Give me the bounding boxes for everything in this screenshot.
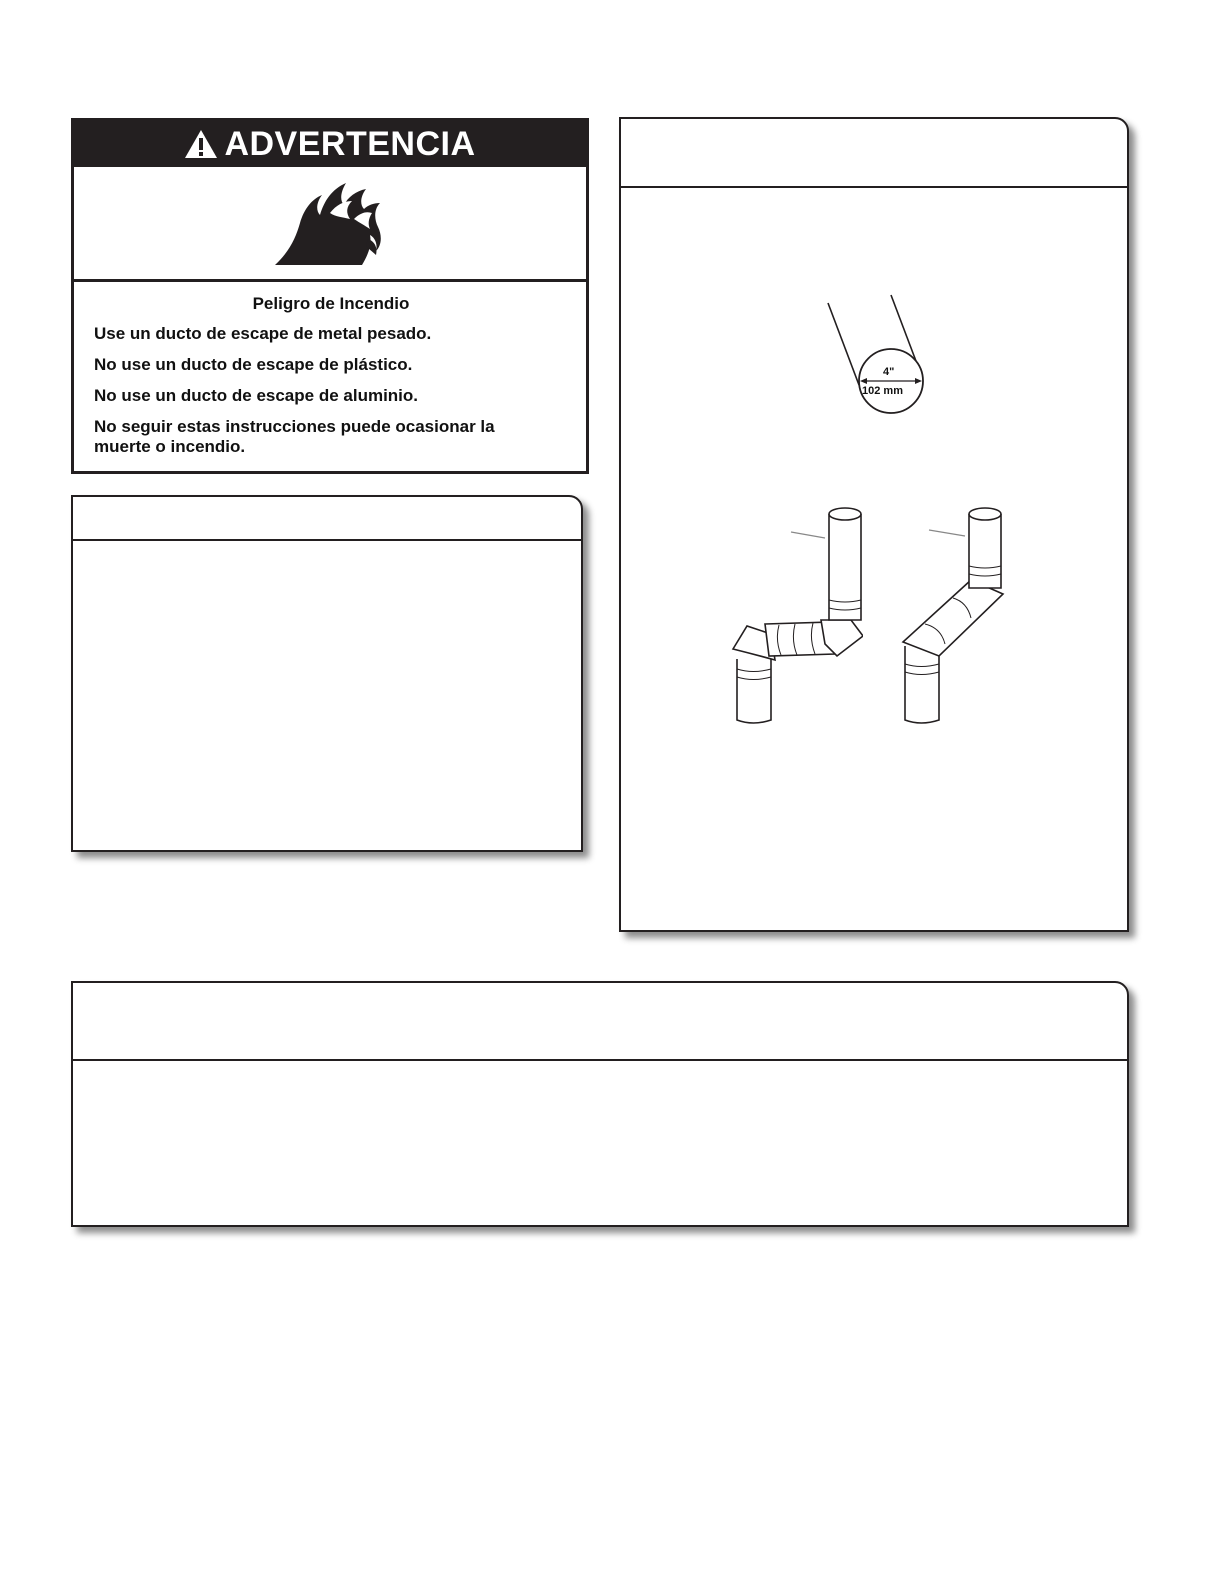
warning-line: No use un ducto de escape de plástico. <box>94 355 413 374</box>
warning-box <box>71 118 589 474</box>
duct-angled-illustration <box>901 504 1031 729</box>
info-panel-bottom <box>71 981 1129 1227</box>
warning-line: No use un ducto de escape de aluminio. <box>94 386 419 405</box>
diameter-inches: 4" <box>883 366 895 378</box>
warning-line: Use un ducto de escape de metal pesado. <box>94 324 432 343</box>
warning-title: ADVERTENCIA <box>224 124 476 163</box>
panel-divider <box>621 186 1127 188</box>
panel-divider <box>73 539 581 541</box>
panel-divider <box>73 1059 1127 1061</box>
duct-panel <box>619 117 1129 932</box>
hazard-title: Peligro de Incendio <box>252 294 410 313</box>
warning-body <box>74 282 586 471</box>
fire-icon <box>270 179 390 269</box>
warning-icon-area <box>74 167 586 282</box>
warning-triangle-icon <box>184 129 218 159</box>
info-panel-left <box>71 495 583 852</box>
duct-elbow-illustration <box>713 504 863 729</box>
warning-header <box>74 121 586 167</box>
duct-diameter-diagram <box>821 289 941 419</box>
diameter-mm: 102 mm <box>862 385 903 397</box>
warning-line: No seguir estas instrucciones puede ocasionar la muerte o incendio. <box>94 417 495 456</box>
